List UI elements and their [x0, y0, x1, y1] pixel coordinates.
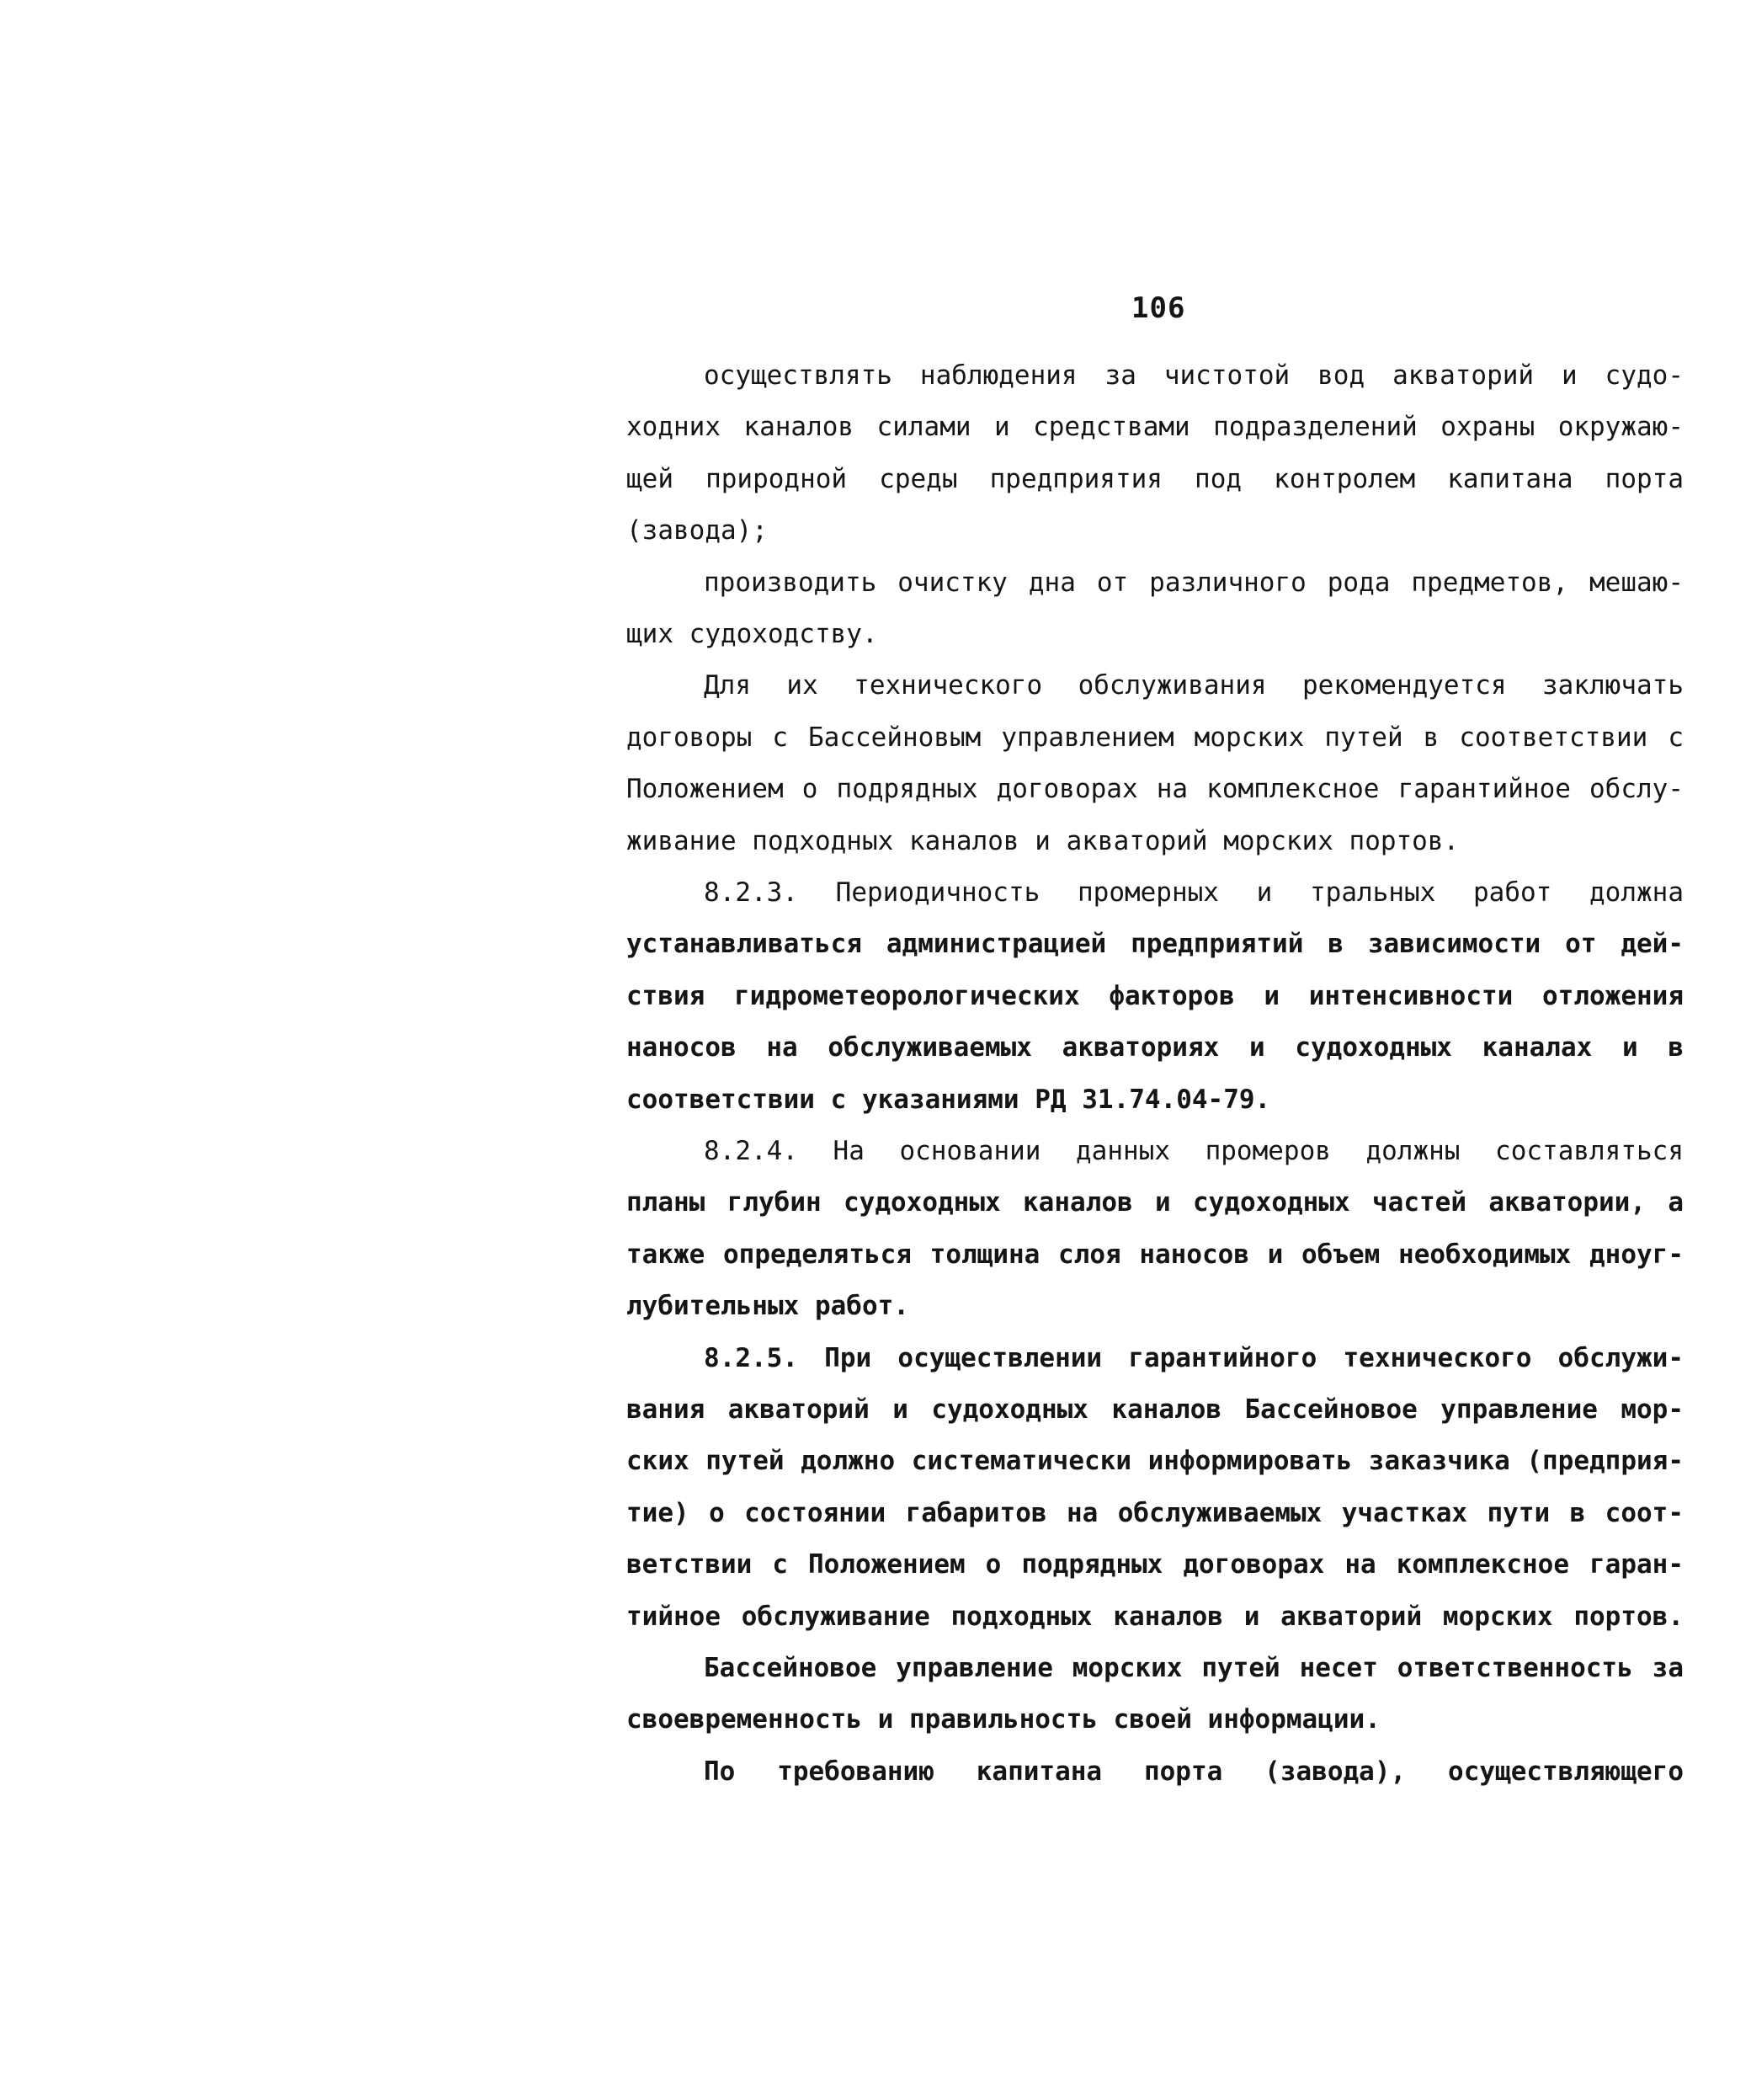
text-line: ветствии с Положением о подрядных договорах на комплексное гаран-: [626, 1549, 1684, 1580]
text-line: своевременность и правильность своей информации.: [626, 1704, 1381, 1735]
text-line: планы глубин судоходных каналов и судоходных частей акватории, а: [626, 1187, 1684, 1218]
text-line: осуществлять наблюдения за чистотой вод акваторий и судо-: [704, 360, 1684, 391]
text-line: щих судоходству.: [626, 619, 878, 649]
text-line: договоры с Бассейновым управлением морских путей в соответствии с: [626, 722, 1684, 753]
text-line: ходних каналов силами и средствами подразделений охраны окружаю-: [626, 412, 1684, 442]
text-line: ствия гидрометеорологических факторов и интенсивности отложения: [626, 981, 1684, 1011]
text-line: соответствии с указаниями РД 31.74.04-79.: [626, 1085, 1271, 1115]
text-line: вания акваторий и судоходных каналов Бассейновое управление мор-: [626, 1394, 1684, 1425]
text-line: щей природной среды предприятия под контролем капитана порта: [626, 464, 1684, 494]
text-line: лубительных работ.: [626, 1291, 909, 1321]
text-line: 8.2.4. На основании данных промеров должны составляться: [704, 1136, 1684, 1166]
text-line: производить очистку дна от различного рода предметов, мешаю-: [704, 568, 1684, 598]
text-line: 8.2.5. При осуществлении гарантийного технического обслужи-: [704, 1343, 1684, 1373]
text-line: устанавливаться администрацией предприятий в зависимости от дей-: [626, 929, 1684, 959]
text-line: Бассейновое управление морских путей несет ответственность за: [704, 1653, 1684, 1683]
text-line: наносов на обслуживаемых акваториях и судоходных каналах и в: [626, 1032, 1684, 1063]
text-line: (завода);: [626, 515, 768, 546]
text-line: По требованию капитана порта (завода), осуществляющего: [704, 1756, 1684, 1787]
text-line: живание подходных каналов и акваторий морских портов.: [626, 826, 1460, 856]
text-line: Для их технического обслуживания рекомендуется заключать: [704, 670, 1684, 701]
text-line: тие) о состоянии габаритов на обслуживаемых участках пути в соот-: [626, 1498, 1684, 1528]
text-line: тийное обслуживание подходных каналов и акваторий морских портов.: [626, 1602, 1684, 1632]
text-line: ских путей должно систематически информировать заказчика (предприя-: [626, 1446, 1684, 1476]
page-number: 106: [1131, 291, 1186, 325]
text-line: Положением о подрядных договорах на комплексное гарантийное обслу-: [626, 774, 1684, 804]
text-line: 8.2.3. Периодичность промерных и тральных работ должна: [704, 877, 1684, 908]
text-line: также определяться толщина слоя наносов и объем необходимых дноуг-: [626, 1239, 1684, 1270]
